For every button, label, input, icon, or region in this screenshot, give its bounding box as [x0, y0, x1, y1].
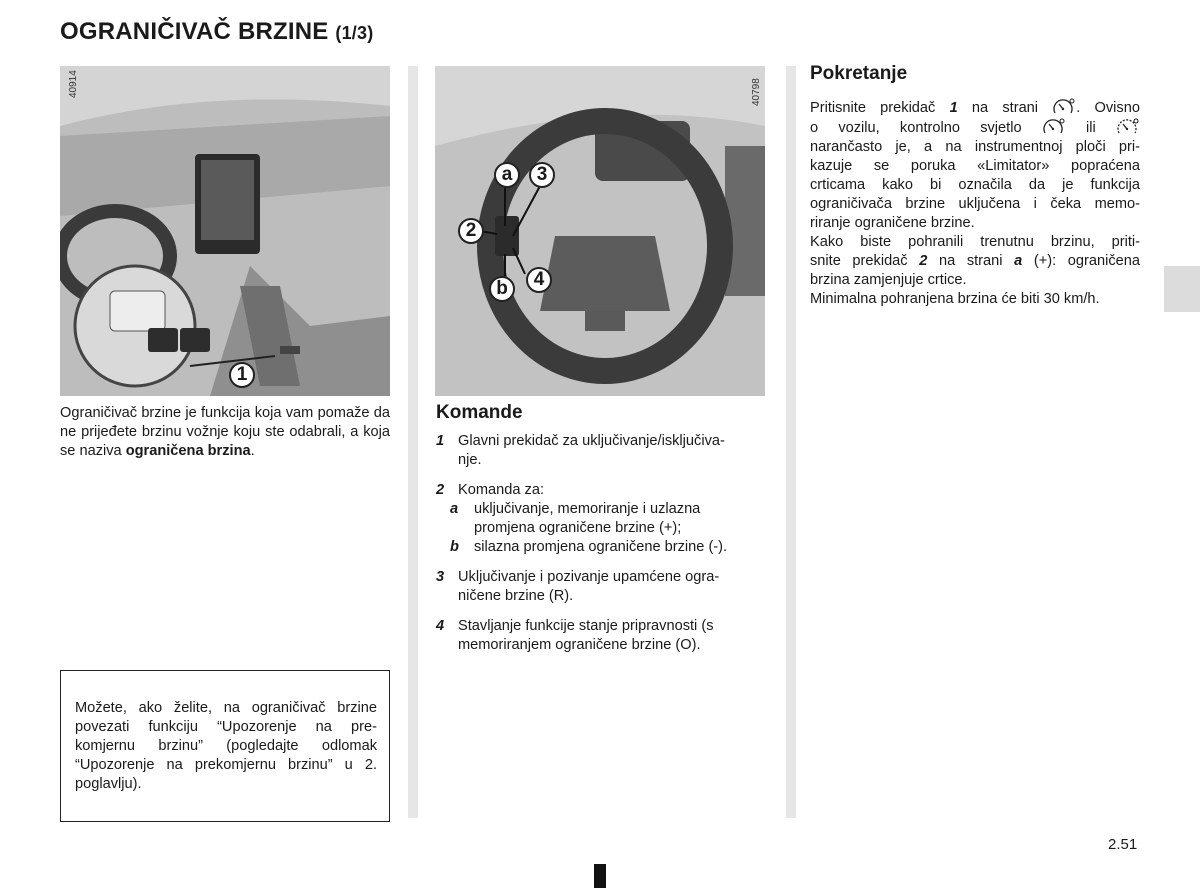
text: na strani — [938, 253, 1003, 269]
starting-line: narančasto je, a na instrumentnoj ploči pri- — [810, 139, 1140, 155]
starting-line: ograničivača brzine uključena i čeka memo- — [810, 196, 1140, 212]
switch-number: 1 — [949, 100, 958, 116]
command-number: 3 — [436, 569, 445, 585]
starting-line: brzina zamjenjuje crtice. — [810, 272, 967, 288]
text: na strani — [971, 100, 1039, 116]
note-line: komjernu brzinu” (pogledajte odlomak — [75, 738, 377, 754]
note-line: Možete, ako želite, na ograničivač brzine — [75, 700, 377, 716]
text: ili — [1086, 120, 1096, 136]
command-number: 2 — [436, 482, 445, 498]
page-marker — [594, 864, 606, 888]
command-text: Komanda za: — [458, 482, 544, 498]
subitem-letter: a — [450, 501, 459, 517]
intro-bold-term: ograničena brzina — [125, 443, 251, 459]
commands-heading: Komande — [436, 402, 523, 423]
command-subitem-b — [436, 538, 766, 557]
command-item-3 — [436, 568, 766, 606]
command-number: 4 — [436, 618, 445, 634]
intro-paragraph — [60, 404, 390, 461]
speed-limiter-icon — [1052, 98, 1076, 116]
command-text: nje. — [458, 452, 482, 468]
starting-line: kazuje se poruka «Limitator» popraćena — [810, 158, 1140, 174]
command-item-2 — [436, 481, 766, 500]
page-title — [60, 18, 373, 46]
command-text: Uključivanje i pozivanje upamćene ogra- — [458, 569, 720, 585]
note-line: “Upozorenje na prekomjernu brzinu” — [75, 757, 333, 773]
intro-line: ste odabrali, a koja se naziva — [60, 424, 390, 459]
callout-4: 4 — [526, 267, 552, 293]
commands-list — [436, 432, 766, 666]
callout-1: 1 — [229, 362, 255, 388]
note-line: u 2. poglavlju). — [75, 757, 378, 792]
starting-line — [810, 118, 1140, 138]
text: snite prekidač — [810, 253, 908, 269]
figure-code: 40914 — [68, 70, 79, 98]
callout-3: 3 — [529, 162, 555, 188]
speed-limiter-warning-alt-icon — [1116, 118, 1140, 136]
note-box — [60, 670, 390, 822]
text: . Ovisno — [1076, 100, 1140, 116]
command-text: memoriranjem ograničene brzine (O). — [458, 637, 701, 653]
subitem-text: uključivanje, memoriranje i uzlazna — [474, 501, 701, 517]
starting-line: Minimalna pohranjena brzina će biti 30 km/h. — [810, 291, 1100, 307]
switch-number: 2 — [919, 253, 928, 269]
command-text: Glavni prekidač za uključivanje/isključiva- — [458, 433, 725, 449]
subitem-text: promjena ograničene brzine (+); — [474, 520, 682, 536]
callout-2: 2 — [458, 218, 484, 244]
column-divider — [408, 66, 418, 818]
side-letter: a — [1014, 253, 1023, 269]
intro-line: Ograničivač brzine je funkcija koja vam — [60, 405, 314, 421]
command-subitem-a — [436, 500, 766, 538]
steering-wheel-illustration — [435, 66, 765, 396]
text: Pritisnite prekidač — [810, 100, 936, 116]
callout-a: a — [494, 162, 520, 188]
note-line: povezati funkciju “Upozorenje na pre- — [75, 719, 377, 735]
subitem-text: silazna promjena ograničene brzine (-). — [474, 539, 728, 555]
text: (+): ograničena — [1033, 253, 1141, 269]
starting-line: crticama kako bi označila da je funkcija — [810, 177, 1140, 193]
page-number: 2.51 — [1108, 836, 1138, 853]
starting-line — [810, 252, 1140, 271]
page-count: (1/3) — [335, 23, 374, 43]
steering-wheel-figure — [435, 66, 765, 396]
command-item-1 — [436, 432, 766, 470]
command-text: Stavljanje funkcije stanje pripravnosti (s — [458, 618, 714, 634]
intro-end: . — [250, 443, 255, 459]
command-number: 1 — [436, 433, 445, 449]
starting-line — [810, 98, 1140, 118]
command-item-4 — [436, 617, 766, 655]
speed-limiter-warning-icon — [1042, 118, 1066, 136]
chapter-tab — [1164, 266, 1200, 312]
dashboard-figure — [60, 66, 390, 396]
dashboard-illustration — [60, 66, 390, 396]
text: o vozilu, kontrolno svjetlo — [810, 120, 1022, 136]
column-divider — [786, 66, 796, 818]
starting-heading: Pokretanje — [810, 63, 908, 84]
title-text: OGRANIČIVAČ BRZINE — [60, 18, 329, 45]
callout-b: b — [489, 276, 515, 302]
subitem-letter: b — [450, 539, 459, 555]
figure-code: 40798 — [751, 78, 762, 106]
intro-line: pomaže da ne prijeđete brzinu vožnje koju — [60, 405, 390, 440]
command-text: ničene brzine (R). — [458, 588, 574, 604]
starting-line: Kako biste pohranili trenutnu brzinu, priti- — [810, 234, 1140, 250]
starting-line: riranje ograničene brzine. — [810, 215, 975, 231]
starting-paragraph — [810, 98, 1140, 309]
